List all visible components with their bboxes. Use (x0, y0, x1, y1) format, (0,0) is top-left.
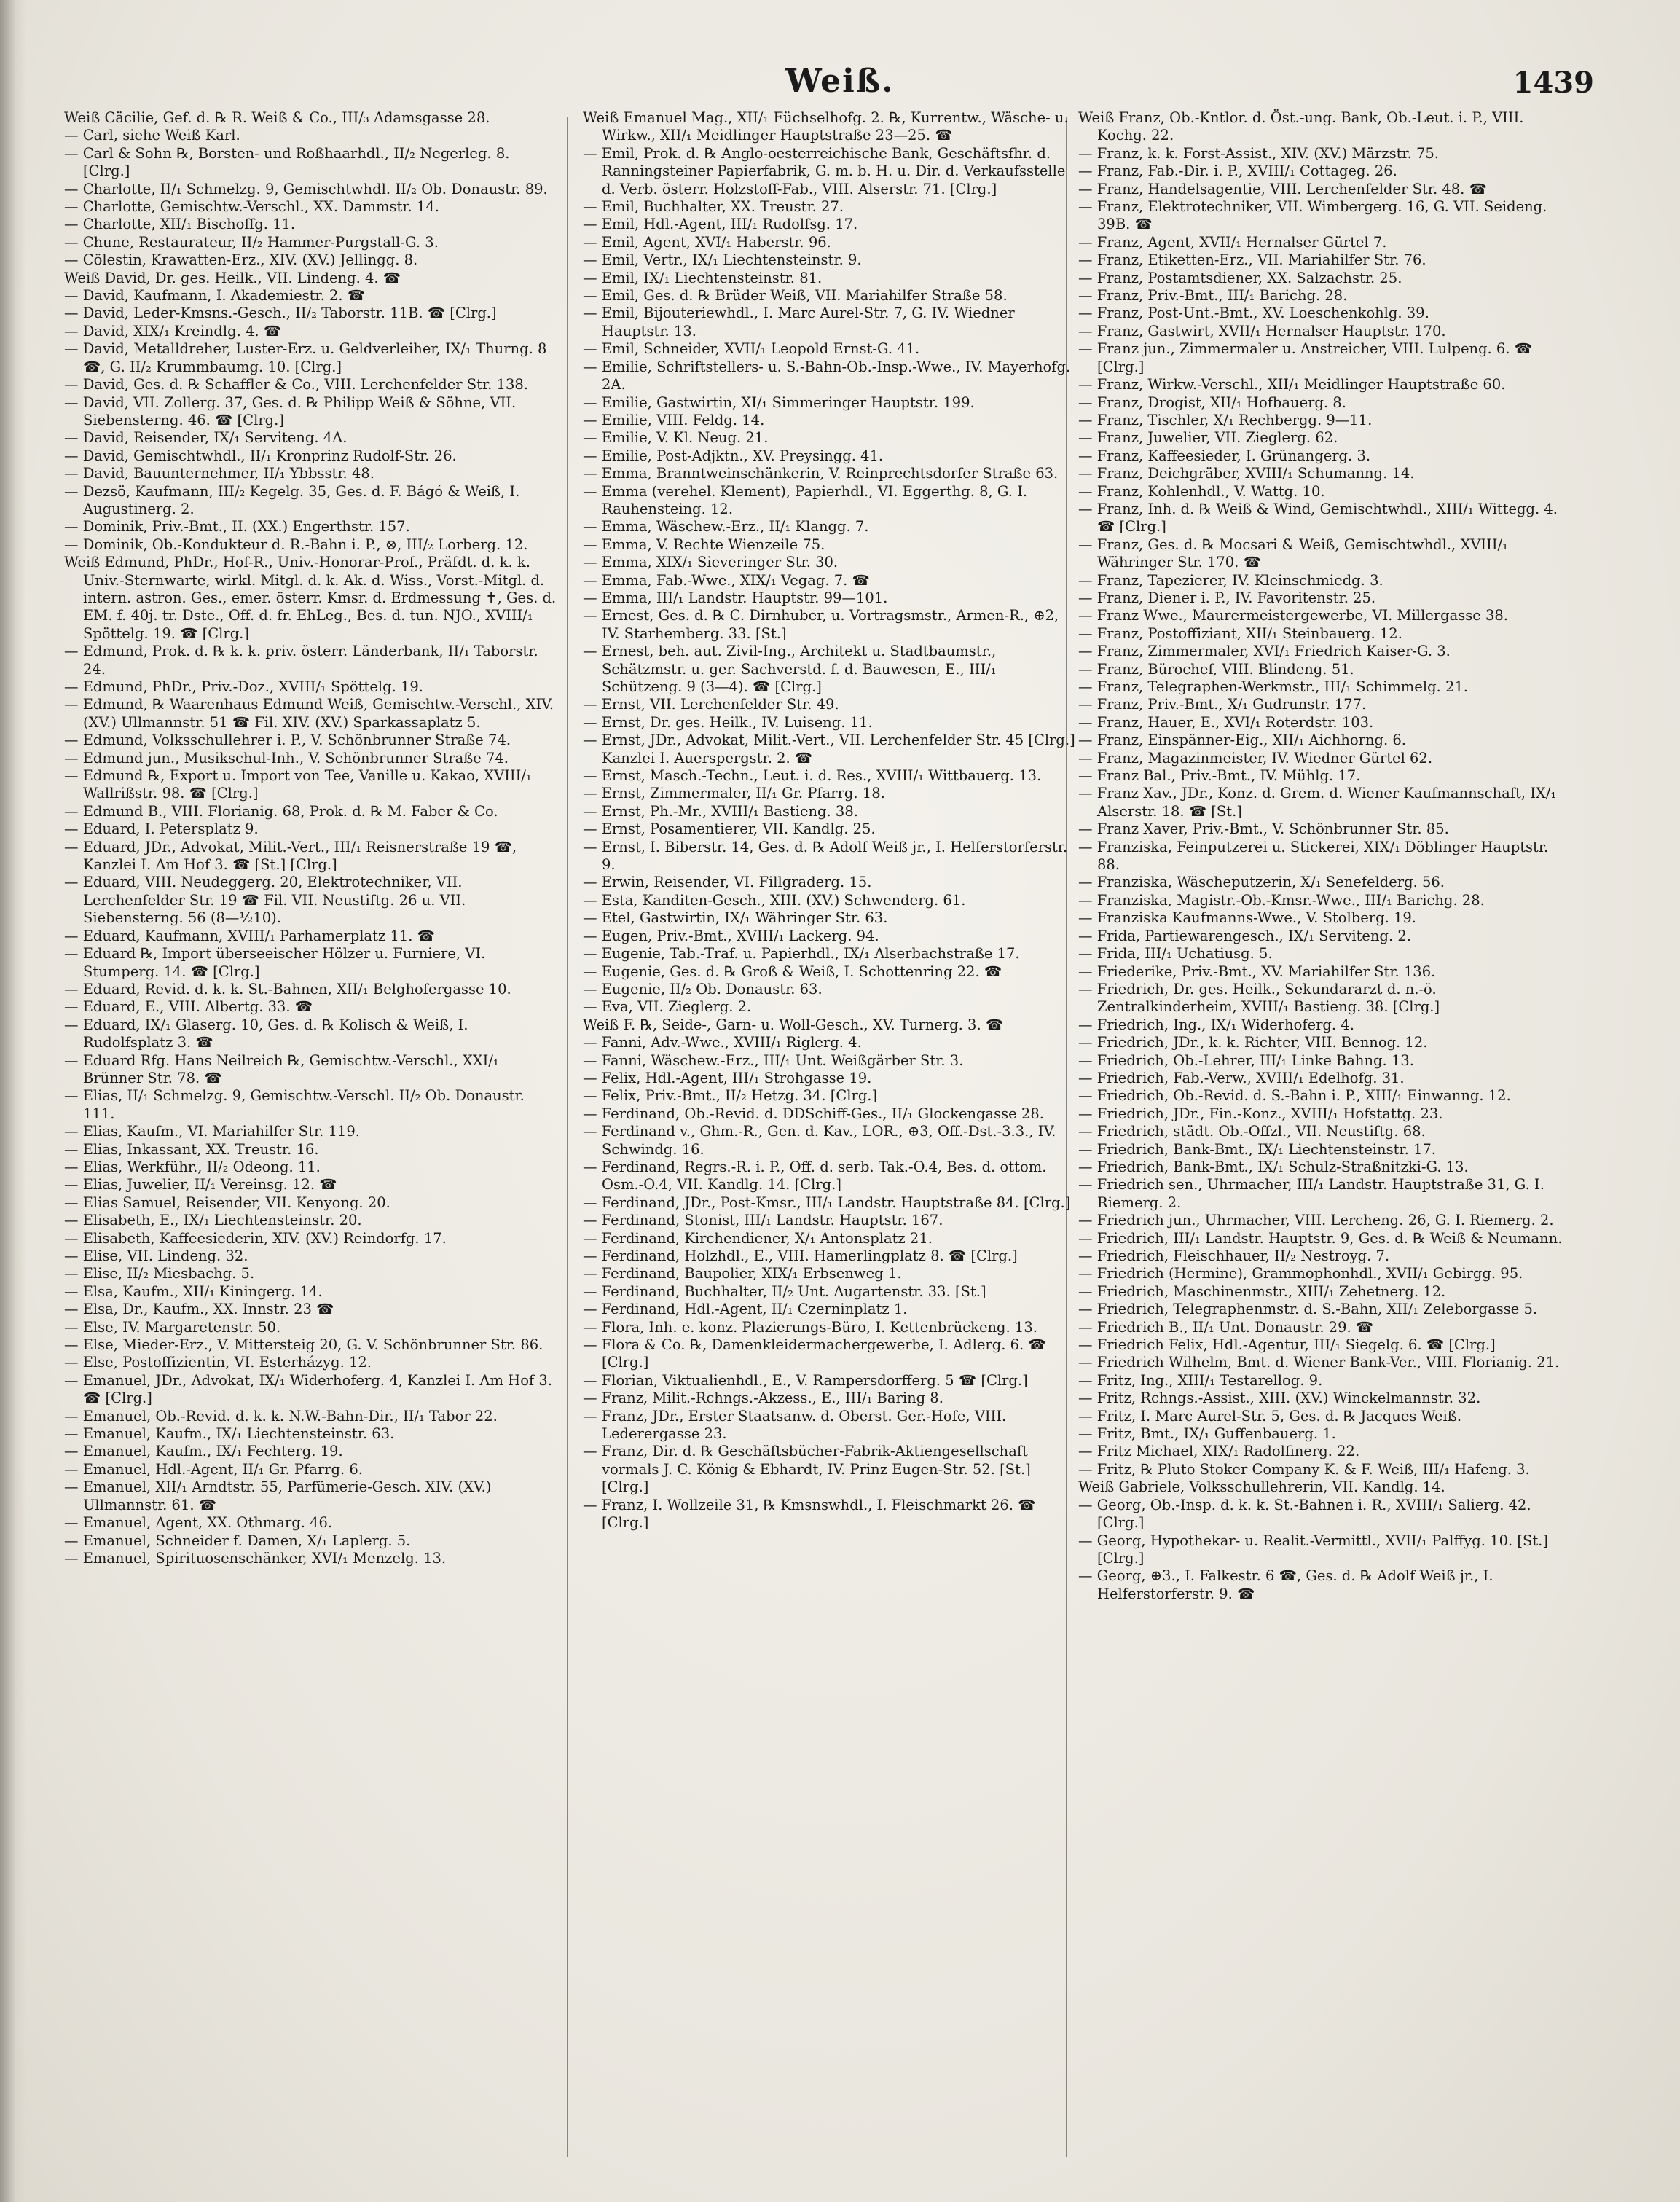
directory-entry: — Fanni, Adv.-Wwe., XVIII/₁ Riglerg. 4. (583, 1034, 862, 1051)
directory-entry: — Fritz, I. Marc Aurel-Str. 5, Ges. d. ℞ Jacques Weiß. (1078, 1407, 1462, 1425)
directory-entry: — Eugen, Priv.-Bmt., XVIII/₁ Lackerg. 94. (583, 927, 879, 944)
directory-entry: — Friedrich, Ing., IX/₁ Widerhoferg. 4. (1078, 1016, 1354, 1033)
directory-entry: — Fritz, ℞ Pluto Stoker Company K. & F. Weiß, III/₁ Hafeng. 3. (1078, 1460, 1530, 1478)
directory-entry: — Dominik, Ob.-Kondukteur d. R.-Bahn i. P., ⊗, III/₂ Lorberg. 12. (64, 536, 528, 553)
directory-entry: — Emanuel, Schneider f. Damen, X/₁ Laplerg. 5. (64, 1532, 411, 1549)
directory-entry: — Emanuel, JDr., Advokat, IX/₁ Widerhoferg. 4, Kanzlei I. Am Hof 3. ☎ [Clrg.] (64, 1371, 552, 1407)
directory-entry: — Else, IV. Margaretenstr. 50. (64, 1318, 281, 1336)
directory-entry: — Franz, Tischler, X/₁ Rechbergg. 9—11. (1078, 411, 1373, 428)
directory-entry: — Emil, Agent, XVI/₁ Haberstr. 96. (583, 233, 831, 251)
directory-entry: — Elias, Kaufm., VI. Mariahilfer Str. 119. (64, 1123, 360, 1140)
directory-entry: Weiß Edmund, PhDr., Hof-R., Univ.-Honorar-Prof., Präfdt. d. k. k. Univ.-Sternwarte, wirkl. Mitgl. d. k. Ak. d. Wiss., Vorst.-Mitgl. d. intern. astron. Ges., emer. österr. Kmsr. d. Erdmessung ✝, Ges. d. EM. f. 40j. tr. Dste., Off. d. fr. EhLeg., Bes. d. tun. NJO., XVIII/₁ Spöttelg. 19. ☎ [Clrg.] (64, 554, 557, 642)
directory-entry: — Friedrich, Ob.-Revid. d. S.-Bahn i. P., XIII/₁ Einwanng. 12. (1078, 1087, 1511, 1105)
directory-entry: — Emil, Prok. d. ℞ Anglo-oesterreichische Bank, Geschäftsfhr. d. Ranningsteiner Papierfabrik, G. m. b. H. u. Dir. d. Verkaufsstelle d. Verb. österr. Holzstoff-Fab., VIII. Alserstr. 71. [Clrg.] (583, 144, 1066, 197)
directory-entry: — Ernst, Zimmermaler, II/₁ Gr. Pfarrg. 18. (583, 785, 885, 802)
directory-entry: — Franz, Gastwirt, XVII/₁ Hernalser Hauptstr. 170. (1078, 322, 1446, 340)
directory-entry: — David, Gemischtwhdl., II/₁ Kronprinz Rudolf-Str. 26. (64, 447, 457, 464)
directory-entry: — Else, Postoffizientin, VI. Esterházyg. 12. (64, 1354, 372, 1371)
directory-entry: — Franz, Inh. d. ℞ Weiß & Wind, Gemischtwhdl., XIII/₁ Wittegg. 4. ☎ [Clrg.] (1078, 500, 1558, 536)
directory-entry: — Franz, Dir. d. ℞ Geschäftsbücher-Fabrik-Aktiengesellschaft vormals J. C. König & Ebhardt, IV. Prinz Eugen-Str. 52. [St.] [Clrg.] (583, 1443, 1031, 1496)
directory-entry: — Ernst, Dr. ges. Heilk., IV. Luiseng. 11. (583, 713, 873, 731)
directory-entry: — David, Ges. d. ℞ Schaffler & Co., VIII. Lerchenfelder Str. 138. (64, 376, 528, 393)
directory-entry: — Emil, Hdl.-Agent, III/₁ Rudolfsg. 17. (583, 216, 858, 233)
directory-entry: — Eugenie, II/₂ Ob. Donaustr. 63. (583, 980, 823, 998)
directory-entry: — Ferdinand, Buchhalter, II/₂ Unt. Augartenstr. 33. [St.] (583, 1282, 986, 1300)
directory-entry: — Ernst, Ph.-Mr., XVIII/₁ Bastieng. 38. (583, 802, 858, 820)
directory-entry: — Elsa, Dr., Kaufm., XX. Innstr. 23 ☎ (64, 1301, 334, 1318)
directory-entry: — Emilie, Post-Adjktn., XV. Preysingg. 41. (583, 447, 884, 464)
directory-entry: — Friedrich B., II/₁ Unt. Donaustr. 29. ☎ (1078, 1318, 1374, 1336)
directory-entry: — Ferdinand, JDr., Post-Kmsr., III/₁ Landstr. Hauptstraße 84. [Clrg.] (583, 1194, 1071, 1211)
directory-entry: — Franz Wwe., Maurermeistergewerbe, VI. Millergasse 38. (1078, 607, 1508, 624)
directory-entry: — Edmund jun., Musikschul-Inh., V. Schönbrunner Straße 74. (64, 749, 509, 767)
directory-entry: — Franziska, Magistr.-Ob.-Kmsr.-Wwe., III/₁ Barichg. 28. (1078, 891, 1485, 909)
directory-entry: — Emanuel, Hdl.-Agent, II/₁ Gr. Pfarrg. 6. (64, 1460, 363, 1478)
directory-entry: — Eduard ℞, Import überseeischer Hölzer u. Furniere, VI. Stumperg. 14. ☎ [Clrg.] (64, 945, 486, 980)
directory-entry: — Emanuel, Spirituosenschänker, XVI/₁ Menzelg. 13. (64, 1549, 447, 1567)
directory-entry: — Emma, Branntweinschänkerin, V. Reinprechtsdorfer Straße 63. (583, 465, 1059, 482)
directory-entry: Weiß Cäcilie, Gef. d. ℞ R. Weiß & Co., III/₃ Adamsgasse 28. (64, 109, 490, 126)
directory-entry: — Emilie, Schriftstellers- u. S.-Bahn-Ob.-Insp.-Wwe., IV. Mayerhofg. 2A. (583, 358, 1071, 393)
directory-entry: — Ferdinand, Holzhdl., E., VIII. Hamerlingplatz 8. ☎ [Clrg.] (583, 1247, 1018, 1264)
directory-entry: — Emma, Fab.-Wwe., XIX/₁ Vegag. 7. ☎ (583, 571, 870, 589)
directory-entry: — Emil, Vertr., IX/₁ Liechtensteinstr. 9. (583, 251, 862, 269)
directory-entry: — Ernst, I. Biberstr. 14, Ges. d. ℞ Adolf Weiß jr., I. Helferstorferstr. 9. (583, 838, 1068, 874)
directory-entry: — Carl, siehe Weiß Karl. (64, 127, 240, 144)
directory-entry: — Franz, Kohlenhdl., V. Wattg. 10. (1078, 482, 1325, 500)
directory-entry: — Elisabeth, Kaffeesiederin, XIV. (XV.) Reindorfg. 17. (64, 1229, 447, 1247)
directory-entry: Weiß Gabriele, Volksschullehrerin, VII. Kandlg. 14. (1078, 1478, 1445, 1496)
directory-entry: — Franz, Fab.-Dir. i. P., XVIII/₁ Cottageg. 26. (1078, 162, 1397, 180)
directory-entry: — Friedrich, JDr., Fin.-Konz., XVIII/₁ Hofstattg. 23. (1078, 1105, 1443, 1122)
directory-entry: — Emilie, Gastwirtin, XI/₁ Simmeringer Hauptstr. 199. (583, 393, 975, 411)
directory-entry: — Friedrich, JDr., k. k. Richter, VIII. Bennog. 12. (1078, 1034, 1428, 1051)
directory-entry: — Franz, Handelsagentie, VIII. Lerchenfelder Str. 48. ☎ (1078, 180, 1487, 197)
directory-entry: — Fanni, Wäschew.-Erz., III/₁ Unt. Weißgärber Str. 3. (583, 1051, 964, 1069)
directory-entry: — Charlotte, Gemischtw.-Verschl., XX. Dammstr. 14. (64, 198, 439, 216)
directory-entry: — Ferdinand, Kirchendiener, X/₁ Antonsplatz 21. (583, 1229, 933, 1247)
directory-entry: — Elias, Juwelier, II/₁ Vereinsg. 12. ☎ (64, 1176, 337, 1194)
directory-entry: — Ernst, JDr., Advokat, Milit.-Vert., VII. Lerchenfelder Str. 45 [Clrg.] Kanzlei I. Auerspergstr. 2. ☎ (583, 732, 1075, 767)
directory-entry: — Eduard, E., VIII. Albertg. 33. ☎ (64, 998, 313, 1016)
directory-entry: Weiß David, Dr. ges. Heilk., VII. Lindeng. 4. ☎ (64, 269, 401, 286)
directory-entry: — Erwin, Reisender, VI. Fillgraderg. 15. (583, 874, 872, 891)
directory-entry: — Carl & Sohn ℞, Borsten- und Roßhaarhdl., II/₂ Negerleg. 8. [Clrg.] (64, 144, 510, 180)
directory-entry: — Georg, Hypothekar- u. Realit.-Vermittl., XVII/₁ Palffyg. 10. [St.] [Clrg.] (1078, 1532, 1548, 1567)
directory-entry: — David, XIX/₁ Kreindlg. 4. ☎ (64, 322, 282, 340)
directory-entry: — Franz, Zimmermaler, XVI/₁ Friedrich Kaiser-G. 3. (1078, 643, 1451, 660)
directory-entry: — Emma (verehel. Klement), Papierhdl., VI. Eggerthg. 8, G. I. Rauhensteing. 12. (583, 482, 1028, 517)
directory-entry: — Friedrich sen., Uhrmacher, III/₁ Landstr. Hauptstraße 31, G. I. Riemerg. 2. (1078, 1176, 1544, 1211)
directory-column-2 (583, 109, 1078, 2171)
directory-entry: — Friederike, Priv.-Bmt., XV. Mariahilfer Str. 136. (1078, 963, 1436, 980)
directory-entry: — Franz, Priv.-Bmt., X/₁ Gudrunstr. 177. (1078, 696, 1367, 713)
directory-entry: — Felix, Priv.-Bmt., II/₂ Hetzg. 34. [Clrg.] (583, 1087, 878, 1105)
directory-entry: — Emma, III/₁ Landstr. Hauptstr. 99—101. (583, 589, 888, 606)
directory-entry: — Friedrich, Bank-Bmt., IX/₁ Liechtensteinstr. 17. (1078, 1140, 1436, 1158)
directory-entry: Weiß Franz, Ob.-Kntlor. d. Öst.-ung. Bank, Ob.-Leut. i. P., VIII. Kochg. 22. (1078, 109, 1524, 144)
directory-entry: — Franz, Ges. d. ℞ Mocsari & Weiß, Gemischtwhdl., XVIII/₁ Währinger Str. 170. ☎ (1078, 536, 1508, 571)
directory-entry: — Franz, Elektrotechniker, VII. Wimbergerg. 16, G. VII. Seideng. 39B. ☎ (1078, 198, 1547, 233)
directory-entry: — Franz, Postamtsdiener, XX. Salzachstr. 25. (1078, 269, 1402, 286)
directory-entry: — Elise, VII. Lindeng. 32. (64, 1247, 248, 1264)
directory-entry: — Ernst, Posamentierer, VII. Kandlg. 25. (583, 820, 876, 838)
directory-entry: — Franz, JDr., Erster Staatsanw. d. Oberst. Ger.-Hofe, VIII. Lederergasse 23. (583, 1407, 1007, 1443)
directory-entry: — Franz Xav., JDr., Konz. d. Grem. d. Wiener Kaufmannschaft, IX/₁ Alserstr. 18. ☎ [St.] (1078, 785, 1557, 820)
directory-entry: — Frida, III/₁ Uchatiusg. 5. (1078, 945, 1273, 963)
directory-entry: — Franz, Tapezierer, IV. Kleinschmiedg. 3. (1078, 571, 1383, 589)
directory-column-3 (1078, 109, 1574, 2171)
directory-entry: — Emanuel, Ob.-Revid. d. k. k. N.W.-Bahn-Dir., II/₁ Tabor 22. (64, 1407, 498, 1425)
directory-entry: — Emma, V. Rechte Wienzeile 75. (583, 536, 825, 553)
directory-entry: — Ferdinand, Hdl.-Agent, II/₁ Czerninplatz 1. (583, 1301, 908, 1318)
directory-entry: — Frida, Partiewarengesch., IX/₁ Serviteng. 2. (1078, 927, 1412, 944)
directory-entry: — Friedrich, Ob.-Lehrer, III/₁ Linke Bahng. 13. (1078, 1051, 1414, 1069)
directory-entry: — Emil, IX/₁ Liechtensteinstr. 81. (583, 269, 823, 286)
directory-entry: — Emil, Buchhalter, XX. Treustr. 27. (583, 198, 844, 216)
directory-entry: — Edmund, PhDr., Priv.-Doz., XVIII/₁ Spöttelg. 19. (64, 678, 423, 695)
directory-entry: — Edmund, ℞ Waarenhaus Edmund Weiß, Gemischtw.-Verschl., XIV. (XV.) Ullmannstr. 51 ☎ Fil. XIV. (XV.) Sparkassaplatz 5. (64, 696, 554, 731)
directory-entry: — Florian, Viktualienhdl., E., V. Rampersdorfferg. 5 ☎ [Clrg.] (583, 1371, 1028, 1389)
directory-entry: — Franz, I. Wollzeile 31, ℞ Kmsnswhdl., I. Fleischmarkt 26. ☎ [Clrg.] (583, 1496, 1036, 1532)
directory-entry: — Franz, Wirkw.-Verschl., XII/₁ Meidlinger Hauptstraße 60. (1078, 376, 1506, 393)
directory-entry: — Elias Samuel, Reisender, VII. Kenyong. 20. (64, 1194, 390, 1211)
directory-entry: — Eduard, Revid. d. k. k. St.-Bahnen, XII/₁ Belghofergasse 10. (64, 980, 511, 998)
directory-entry: — Franz jun., Zimmermaler u. Anstreicher, VIII. Lulpeng. 6. ☎ [Clrg.] (1078, 340, 1533, 375)
directory-entry: — Ferdinand, Baupolier, XIX/₁ Erbsenweg 1. (583, 1265, 902, 1282)
directory-entry: — Friedrich, Fab.-Verw., XVIII/₁ Edelhofg. 31. (1078, 1069, 1405, 1086)
directory-entry: — Eduard, VIII. Neudeggerg. 20, Elektrotechniker, VII. Lerchenfelder Str. 19 ☎ Fil. VII. Neustiftg. 26 u. VII. Siebensterng. 56 (8—½10). (64, 874, 466, 927)
directory-entry: — Ferdinand, Regrs.-R. i. P., Off. d. serb. Tak.-O.4, Bes. d. ottom. Osm.-O.4, VII. Kandlg. 14. [Clrg.] (583, 1158, 1047, 1194)
directory-entry: — Dezsö, Kaufmann, III/₂ Kegelg. 35, Ges. d. F. Bágó & Weiß, I. Augustinerg. 2. (64, 482, 520, 517)
directory-entry: — Edmund, Prok. d. ℞ k. k. priv. österr. Länderbank, II/₁ Taborstr. 24. (64, 643, 538, 678)
page-number: 1439 (1512, 66, 1594, 100)
directory-entry: — Franz, Post-Unt.-Bmt., XV. Loeschenkohlg. 39. (1078, 305, 1429, 322)
directory-entry: — David, VII. Zollerg. 37, Ges. d. ℞ Philipp Weiß & Söhne, VII. Siebensterng. 46. ☎ [Clrg.] (64, 393, 517, 428)
directory-entry: — Charlotte, II/₁ Schmelzg. 9, Gemischtwhdl. II/₂ Ob. Donaustr. 89. (64, 180, 548, 197)
directory-entry: — Eduard, IX/₁ Glaserg. 10, Ges. d. ℞ Kolisch & Weiß, I. Rudolfsplatz 3. ☎ (64, 1016, 468, 1051)
directory-entry: — Franz, Agent, XVII/₁ Hernalser Gürtel 7. (1078, 233, 1387, 251)
directory-entry: — Fritz, Bmt., IX/₁ Guffenbauerg. 1. (1078, 1425, 1336, 1443)
directory-entry: — Georg, ⊕3., I. Falkestr. 6 ☎, Ges. d. ℞ Adolf Weiß jr., I. Helferstorferstr. 9. ☎ (1078, 1567, 1493, 1602)
directory-entry: — Flora & Co. ℞, Damenkleidermachergewerbe, I. Adlerg. 6. ☎ [Clrg.] (583, 1336, 1046, 1371)
directory-entry: — Emilie, V. Kl. Neug. 21. (583, 429, 769, 447)
directory-entry: — Franz, Milit.-Rchngs.-Akzess., E., III/₁ Baring 8. (583, 1390, 943, 1407)
directory-entry: — Friedrich, Fleischhauer, II/₂ Nestroyg. 7. (1078, 1247, 1390, 1264)
directory-entry: Weiß Emanuel Mag., XII/₁ Füchselhofg. 2. ℞, Kurrentw., Wäsche- u. Wirkw., XII/₁ Meidlinger Hauptstraße 23—25. ☎ (583, 109, 1069, 144)
directory-entry: — Franz, Postoffiziant, XII/₁ Steinbauerg. 12. (1078, 624, 1402, 642)
directory-entry: — David, Bauunternehmer, II/₁ Ybbsstr. 48. (64, 465, 374, 482)
directory-entry: — Franz, Kaffeesieder, I. Grünangerg. 3. (1078, 447, 1371, 464)
directory-entry: — Elias, Werkführ., II/₂ Odeong. 11. (64, 1158, 321, 1175)
directory-entry: — Emilie, VIII. Feldg. 14. (583, 411, 765, 428)
directory-entry: — Friedrich, III/₁ Landstr. Hauptstr. 9, Ges. d. ℞ Weiß & Neumann. (1078, 1229, 1563, 1247)
directory-entry: — Eugenie, Ges. d. ℞ Groß & Weiß, I. Schottenring 22. ☎ (583, 963, 1002, 980)
directory-entry: — Franz, Priv.-Bmt., III/₁ Barichg. 28. (1078, 287, 1348, 305)
directory-entry: — Ernest, Ges. d. ℞ C. Dirnhuber, u. Vortragsmstr., Armen-R., ⊕2, IV. Starhemberg. 33. [St.] (583, 607, 1059, 642)
directory-entry: — Fritz, Rchngs.-Assist., XIII. (XV.) Winckelmannstr. 32. (1078, 1390, 1481, 1407)
directory-entry: — Elias, Inkassant, XX. Treustr. 16. (64, 1140, 319, 1158)
directory-entry: — Emanuel, XII/₁ Arndtstr. 55, Parfümerie-Gesch. XIV. (XV.) Ullmannstr. 61. ☎ (64, 1478, 492, 1513)
directory-entry: — Elsa, Kaufm., XII/₁ Kiningerg. 14. (64, 1282, 323, 1300)
directory-entry: — Friedrich jun., Uhrmacher, VIII. Lercheng. 26, G. I. Riemerg. 2. (1078, 1212, 1554, 1229)
directory-entry: Weiß F. ℞, Seide-, Garn- u. Woll-Gesch., XV. Turnerg. 3. ☎ (583, 1016, 1004, 1033)
directory-entry: — Else, Mieder-Erz., V. Mittersteig 20, G. V. Schönbrunner Str. 86. (64, 1336, 543, 1354)
directory-entry: — Elise, II/₂ Miesbachg. 5. (64, 1265, 255, 1282)
directory-entry: — Franziska, Wäscheputzerin, X/₁ Senefelderg. 56. (1078, 874, 1445, 891)
directory-entry: — Eva, VII. Zieglerg. 2. (583, 998, 752, 1016)
directory-entry: — Friedrich Felix, Hdl.-Agentur, III/₁ Siegelg. 6. ☎ [Clrg.] (1078, 1336, 1496, 1354)
directory-entry: — Friedrich, Maschinenmstr., XIII/₁ Zehetnerg. 12. (1078, 1282, 1446, 1300)
directory-entry: — Friedrich, Bank-Bmt., IX/₁ Schulz-Straßnitzki-G. 13. (1078, 1158, 1469, 1175)
directory-column-1 (64, 109, 560, 2171)
directory-entry: — Franziska, Feinputzerei u. Stickerei, XIX/₁ Döblinger Hauptstr. 88. (1078, 838, 1549, 874)
directory-entry: — Flora, Inh. e. konz. Plazierungs-Büro, I. Kettenbrückeng. 13. (583, 1318, 1037, 1336)
directory-entry: — Esta, Kanditen-Gesch., XIII. (XV.) Schwenderg. 61. (583, 891, 966, 909)
directory-entry: — Fritz Michael, XIX/₁ Radolfinerg. 22. (1078, 1443, 1360, 1460)
directory-entry: — Franz, Hauer, E., XVI/₁ Roterdstr. 103. (1078, 713, 1374, 731)
directory-entry: — Ferdinand, Stonist, III/₁ Landstr. Hauptstr. 167. (583, 1212, 943, 1229)
directory-entry: — Edmund B., VIII. Florianig. 68, Prok. d. ℞ M. Faber & Co. (64, 802, 498, 820)
directory-entry: — Franz, Bürochef, VIII. Blindeng. 51. (1078, 660, 1354, 678)
directory-entry: — Franz, Juwelier, VII. Zieglerg. 62. (1078, 429, 1338, 447)
directory-entry: — Georg, Ob.-Insp. d. k. k. St.-Bahnen i. R., XVIII/₁ Salierg. 42. [Clrg.] (1078, 1496, 1531, 1532)
directory-entry: — Franz, Magazinmeister, IV. Wiedner Gürtel 62. (1078, 749, 1433, 767)
directory-entry: — Edmund, Volksschullehrer i. P., V. Schönbrunner Straße 74. (64, 732, 511, 749)
directory-entry: — Ferdinand v., Ghm.-R., Gen. d. Kav., LOR., ⊕3, Off.-Dst.-3.3., IV. Schwindg. 16. (583, 1123, 1056, 1158)
directory-entry: — Etel, Gastwirtin, IX/₁ Währinger Str. 63. (583, 909, 888, 927)
directory-entry: — Cölestin, Krawatten-Erz., XIV. (XV.) Jellingg. 8. (64, 251, 418, 269)
directory-entry: — Eduard, Kaufmann, XVIII/₁ Parhamerplatz 11. ☎ (64, 927, 435, 944)
directory-entry: — Emanuel, Kaufm., IX/₁ Fechterg. 19. (64, 1443, 343, 1460)
column-divider-1 (567, 117, 568, 2157)
directory-entry: — Franz, k. k. Forst-Assist., XIV. (XV.) Märzstr. 75. (1078, 144, 1440, 162)
directory-entry: — Franz, Diener i. P., IV. Favoritenstr. 25. (1078, 589, 1376, 606)
directory-entry: — Franziska Kaufmanns-Wwe., V. Stolberg. 19. (1078, 909, 1416, 927)
directory-entry: — Emma, Wäschew.-Erz., II/₁ Klangg. 7. (583, 518, 869, 536)
directory-entry: — Emil, Bijouteriewhdl., I. Marc Aurel-Str. 7, G. IV. Wiedner Hauptstr. 13. (583, 305, 1015, 340)
directory-entry: — Ferdinand, Ob.-Revid. d. DDSchiff-Ges., II/₁ Glockengasse 28. (583, 1105, 1044, 1122)
directory-entry: — Emanuel, Agent, XX. Othmarg. 46. (64, 1514, 333, 1532)
directory-entry: — Chune, Restaurateur, II/₂ Hammer-Purgstall-G. 3. (64, 233, 439, 251)
directory-entry: — Franz, Telegraphen-Werkmstr., III/₁ Schimmelg. 21. (1078, 678, 1468, 695)
directory-entry: — Edmund ℞, Export u. Import von Tee, Vanille u. Kakao, XVIII/₁ Wallrißstr. 98. ☎ [Clrg.] (64, 767, 532, 802)
directory-entry: — Emanuel, Kaufm., IX/₁ Liechtensteinstr. 63. (64, 1425, 395, 1443)
directory-entry: — Friedrich, städt. Ob.-Offzl., VII. Neustiftg. 68. (1078, 1123, 1426, 1140)
directory-entry: — Franz, Einspänner-Eig., XII/₁ Aichhorng. 6. (1078, 732, 1407, 749)
directory-entry: — Friedrich, Dr. ges. Heilk., Sekundararzt d. n.-ö. Zentralkinderheim, XVIII/₁ Bastieng. 38. [Clrg.] (1078, 980, 1440, 1016)
directory-entry: — Ernst, VII. Lerchenfelder Str. 49. (583, 696, 839, 713)
directory-entry: — Franz, Deichgräber, XVIII/₁ Schumanng. 14. (1078, 465, 1415, 482)
directory-entry: — Ernst, Masch.-Techn., Leut. i. d. Res., XVIII/₁ Wittbauerg. 13. (583, 767, 1042, 785)
directory-entry: — Franz Xaver, Priv.-Bmt., V. Schönbrunner Str. 85. (1078, 820, 1449, 838)
directory-entry: — Friedrich, Telegraphenmstr. d. S.-Bahn, XII/₁ Zeleborgasse 5. (1078, 1301, 1538, 1318)
directory-entry: — Elias, II/₁ Schmelzg. 9, Gemischtw.-Verschl. II/₂ Ob. Donaustr. 111. (64, 1087, 525, 1122)
directory-entry: — Dominik, Priv.-Bmt., II. (XX.) Engerthstr. 157. (64, 518, 410, 536)
directory-entry: — Fritz, Ing., XIII/₁ Testarellog. 9. (1078, 1371, 1323, 1389)
directory-entry: — Franz Bal., Priv.-Bmt., IV. Mühlg. 17. (1078, 767, 1361, 785)
directory-entry: — Elisabeth, E., IX/₁ Liechtensteinstr. 20. (64, 1212, 362, 1229)
directory-entry: — Eduard, I. Petersplatz 9. (64, 820, 259, 838)
directory-entry: — Ernest, beh. aut. Zivil-Ing., Architekt u. Stadtbaumstr., Schätzmstr. u. ger. Sachverstd. f. d. Bauwesen, E., III/₁ Schützeng. 9 (3—4). ☎ [Clrg.] (583, 643, 997, 695)
directory-entry: — David, Kaufmann, I. Akademiestr. 2. ☎ (64, 287, 366, 305)
directory-entry: — Emil, Schneider, XVII/₁ Leopold Ernst-G. 41. (583, 340, 920, 358)
directory-entry: — Eduard, JDr., Advokat, Milit.-Vert., III/₁ Reisnerstraße 19 ☎, Kanzlei I. Am Hof 3. ☎ [St.] [Clrg.] (64, 838, 517, 874)
directory-entry: — Franz, Etiketten-Erz., VII. Mariahilfer Str. 76. (1078, 251, 1426, 269)
directory-entry: — Eduard Rfg. Hans Neilreich ℞, Gemischtw.-Verschl., XXI/₁ Brünner Str. 78. ☎ (64, 1051, 499, 1086)
scan-edge-shadow (0, 0, 26, 2202)
directory-entry: — David, Reisender, IX/₁ Serviteng. 4A. (64, 429, 348, 447)
directory-entry: — Emil, Ges. d. ℞ Brüder Weiß, VII. Mariahilfer Straße 58. (583, 287, 1008, 305)
directory-entry: — Eugenie, Tab.-Traf. u. Papierhdl., IX/₁ Alserbachstraße 17. (583, 945, 1020, 963)
page-header-title: Weiß. (785, 63, 895, 100)
directory-entry: — Friedrich Wilhelm, Bmt. d. Wiener Bank-Ver., VIII. Florianig. 21. (1078, 1354, 1560, 1371)
directory-entry: — Charlotte, XII/₁ Bischoffg. 11. (64, 216, 296, 233)
directory-entry: — David, Leder-Kmsns.-Gesch., II/₂ Taborstr. 11B. ☎ [Clrg.] (64, 305, 497, 322)
directory-entry: — Friedrich (Hermine), Grammophonhdl., XVII/₁ Gebirgg. 95. (1078, 1265, 1523, 1282)
directory-entry: — Felix, Hdl.-Agent, III/₁ Strohgasse 19. (583, 1069, 872, 1086)
directory-entry: — David, Metalldreher, Luster-Erz. u. Geldverleiher, IX/₁ Thurng. 8 ☎, G. II/₂ Krummbaumg. 10. [Clrg.] (64, 340, 547, 375)
directory-entry: — Emma, XIX/₁ Sieveringer Str. 30. (583, 554, 839, 571)
directory-entry: — Franz, Drogist, XII/₁ Hofbauerg. 8. (1078, 393, 1346, 411)
